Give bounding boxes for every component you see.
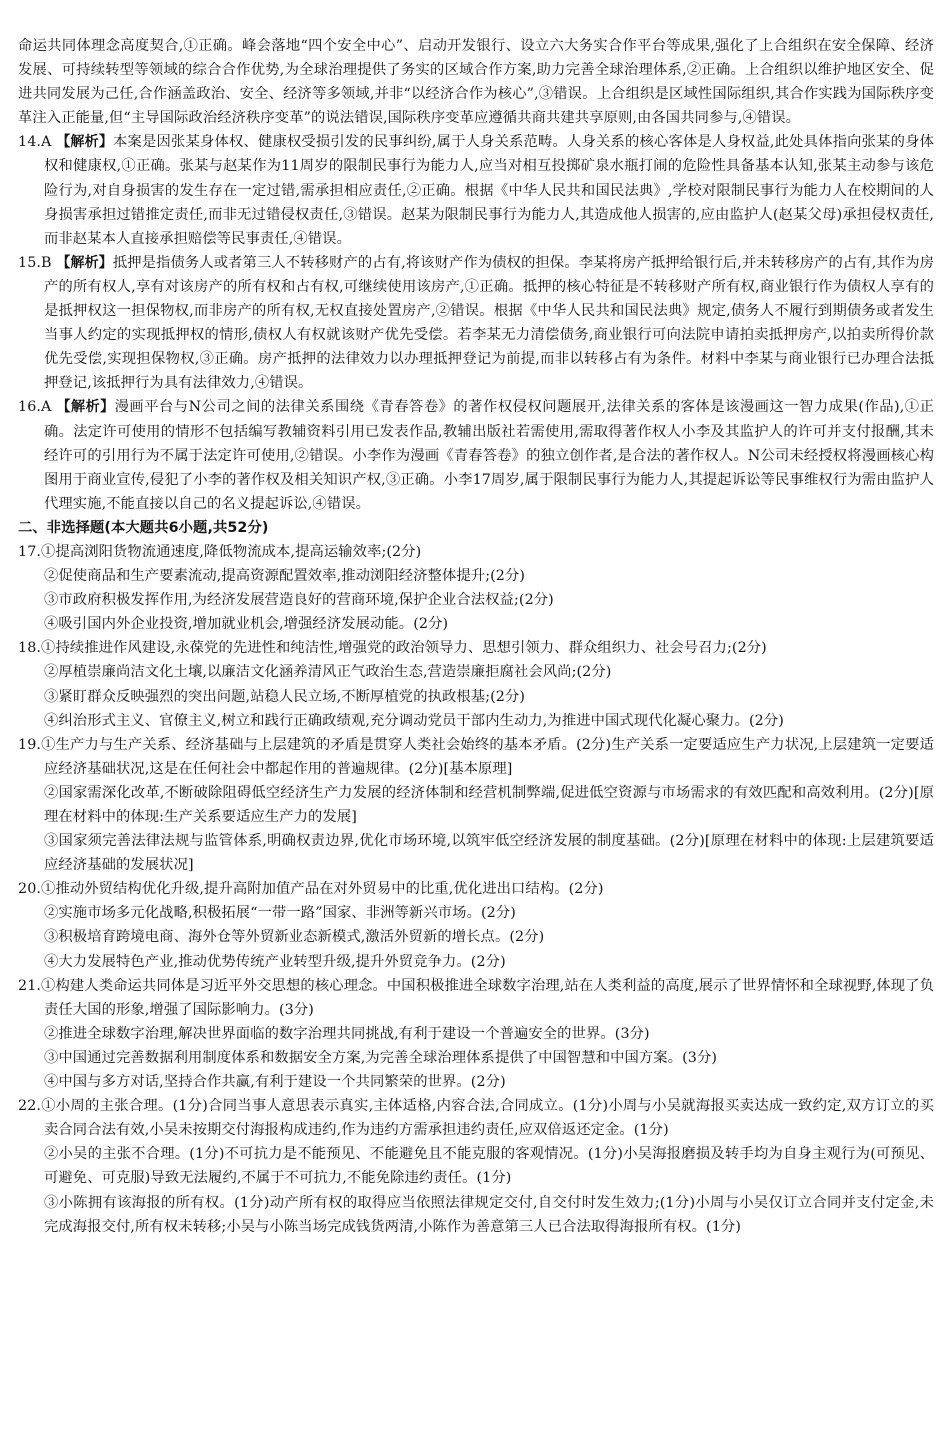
question-number: 17.	[18, 543, 42, 560]
answer-item: ②厚植崇廉尚洁文化土壤,以廉洁文化涵养清风正气政治生态,营造崇廉拒腐社会风尚;(2分)	[44, 664, 612, 681]
analysis-text: 漫画平台与N公司之间的法律关系围绕《青春答卷》的著作权侵权问题展开,法律关系的客体是该漫画这一智力成果(作品),①正确。法定许可使用的情形不包括编写教辅资料引用已发表作品,教辅出版社若需使用,需取得著作权人小李及其监护人的许可并支付报酬,其未经许可的引用行为不属于法定许可使用,②错误。小李作为漫画《青春答卷》的独立创作者,是合法的著作权人。N公司未经授权将漫画核心构图用于商业宣传,侵犯了小李的著作权及相关知识产权,③正确。小李17周岁,属于限制民事行为能力人,其提起诉讼等民事维权行为需由监护人代理实施,不能直接以自己的名义提起诉讼,④错误。	[44, 399, 934, 512]
question-number: 22.	[18, 1098, 42, 1115]
answer-item: ②国家需深化改革,不断破除阻碍低空经济生产力发展的经济体制和经营机制弊端,促进低空资源与市场需求的有效匹配和高效利用。(2分)[原理在材料中的体现:生产关系要适应生产力的发展]	[44, 784, 934, 825]
q17	[18, 540, 934, 636]
q18	[18, 636, 934, 732]
answer-item: ③积极培育跨境电商、海外仓等外贸新业态新模式,激活外贸新的增长点。(2分)	[44, 929, 545, 946]
answer-item: ③小陈拥有该海报的所有权。(1分)动产所有权的取得应当依照法律规定交付,自交付时发生效力;(1分)小周与小吴仅订立合同并支付定金,未完成海报交付,所有权未转移;小吴与小陈当场完成钱货两清,小陈作为善意第三人已合法取得海报所有权。(1分)	[44, 1194, 934, 1235]
answer-item: ④纠治形式主义、官僚主义,树立和践行正确政绩观,充分调动党员干部内生动力,为推进中国式现代化凝心聚力。(2分)	[44, 712, 784, 729]
answer-item: ③紧盯群众反映强烈的突出问题,站稳人民立场,不断厚植党的执政根基;(2分)	[44, 688, 526, 705]
answer-item: ②实施市场多元化战略,积极拓展“一带一路”国家、非洲等新兴市场。(2分)	[44, 905, 516, 922]
section-title: 二、非选择题(本大题共6小题,共52分)	[18, 519, 269, 536]
answer-item: ①提高浏阳货物流通速度,降低物流成本,提高运输效率;(2分)	[41, 543, 422, 560]
question-number: 20.	[18, 881, 42, 898]
question-number: 16.	[18, 399, 42, 416]
answer-letter: A	[41, 399, 52, 416]
analysis-tag: 【解析】	[56, 254, 113, 271]
answer-item: ④吸引国内外企业投资,增加就业机会,增强经济发展动能。(2分)	[44, 616, 449, 633]
q20	[18, 877, 934, 973]
question-number: 19.	[18, 736, 42, 753]
answer-item: ④中国与多方对话,坚持合作共赢,有利于建设一个共同繁荣的世界。(2分)	[44, 1074, 506, 1091]
answer-item: ①构建人类命运共同体是习近平外交思想的核心理念。中国积极推进全球数字治理,站在人类利益的高度,展示了世界情怀和全球视野,体现了负责任大国的形象,增强了国际影响力。(3分)	[41, 977, 934, 1018]
question-number: 21.	[18, 977, 42, 994]
q22	[18, 1094, 934, 1239]
answer-page	[18, 34, 934, 1239]
answer-item: ①持续推进作风建设,永葆党的先进性和纯洁性,增强党的政治领导力、思想引领力、群众组织力、社会号召力;(2分)	[41, 640, 767, 657]
analysis-text: 抵押是指债务人或者第三人不转移财产的占有,将该财产作为债权的担保。李某将房产抵押给银行后,并未转移房产的占有,其作为房产的所有权人,享有对该房产的所有权和占有权,可继续使用该房产,①正确。抵押的核心特征是不转移财产所有权,商业银行作为债权人享有的是抵押权这一担保物权,而非房产的所有权,无权直接处置房产,②错误。根据《中华人民共和国民法典》规定,债务人不履行到期债务或者发生当事人约定的实现抵押权的情形,债权人有权就该财产优先受偿。若李某无力清偿债务,商业银行可向法院申请拍卖抵押房产,以拍卖所得价款优先受偿,实现担保物权,③正确。房产抵押的法律效力以办理抵押登记为前提,而非以转移占有为条件。材料中李某与商业银行已办理合法抵押登记,该抵押行为具有法律效力,④错误。	[44, 254, 935, 392]
question-number: 18.	[18, 640, 42, 657]
answer-item: ③中国通过完善数据利用制度体系和数据安全方案,为完善全球治理体系提供了中国智慧和中国方案。(3分)	[44, 1049, 718, 1066]
analysis-tag: 【解析】	[56, 134, 114, 151]
q14	[18, 130, 934, 250]
question-number: 15.	[18, 254, 42, 271]
answer-item: ②促使商品和生产要素流动,提高资源配置效率,推动浏阳经济整体提升;(2分)	[44, 568, 526, 585]
intro-paragraph: 命运共同体理念高度契合,①正确。峰会落地“四个安全中心”、启动开发银行、设立六大务实合作平台等成果,强化了上合组织在安全保障、经济发展、可持续转型等领域的综合合作优势,为全球治理提供了务实的区域合作方案,助力完善全球治理体系,②正确。上合组织以维护地区安全、促进共同发展为己任,合作涵盖政治、安全、经济等多领域,并非“以经济合作为核心”,③错误。上合组织是区域性国际组织,其合作实践为国际秩序变革注入正能量,但“主导国际政治经济秩序变革”的说法错误,国际秩序变革应遵循共商共建共享原则,由各国共同参与,④错误。	[18, 38, 934, 127]
answer-letter: B	[41, 254, 52, 271]
q21	[18, 974, 934, 1094]
answer-item: ①推动外贸结构优化升级,提升高附加值产品在对外贸易中的比重,优化进出口结构。(2分)	[41, 881, 604, 898]
q19	[18, 733, 934, 878]
q16	[18, 395, 934, 515]
answer-item: ①生产力与生产关系、经济基础与上层建筑的矛盾是贯穿人类社会始终的基本矛盾。(2分)生产关系一定要适应生产力状况,上层建筑一定要适应经济基础状况,这是在任何社会中都起作用的普遍规律。(2分)[基本原理]	[41, 736, 934, 777]
answer-letter: A	[41, 134, 52, 151]
answer-item: ②小吴的主张不合理。(1分)不可抗力是不能预见、不能避免且不能克服的客观情况。(1分)小吴海报磨损及转手均为自身主观行为(可预见、可避免、可克服)导致无法履约,不属于不可抗力,不能免除违约责任。(1分)	[44, 1146, 934, 1187]
answer-item: ①小周的主张合理。(1分)合同当事人意思表示真实,主体适格,内容合法,合同成立。(1分)小周与小吴就海报买卖达成一致约定,双方订立的买卖合同合法有效,小吴未按期交付海报构成违约,作为违约方需承担违约责任,应双倍返还定金。(1分)	[41, 1098, 934, 1139]
analysis-tag: 【解析】	[56, 399, 115, 416]
answer-item: ④大力发展特色产业,推动优势传统产业转型升级,提升外贸竞争力。(2分)	[44, 953, 506, 970]
q15	[18, 251, 934, 396]
answer-item: ②推进全球数字治理,解决世界面临的数字治理共同挑战,有利于建设一个普遍安全的世界。(3分)	[44, 1025, 650, 1042]
analysis-text: 本案是因张某身体权、健康权受损引发的民事纠纷,属于人身关系范畴。人身关系的核心客体是人身权益,此处具体指向张某的身体权和健康权,①正确。张某与赵某作为11周岁的限制民事行为能力人,应当对相互投掷矿泉水瓶打闹的危险性具备基本认知,张某主动参与该危险行为,对自身损害的发生存在一定过错,需承担相应责任,②正确。根据《中华人民共和国民法典》,学校对限制民事行为能力人在校期间的人身损害承担过错推定责任,而非无过错侵权责任,③错误。赵某为限制民事行为能力人,其造成他人损害的,应由监护人(赵某父母)承担侵权责任,而非赵某本人直接承担赔偿等民事责任,④错误。	[44, 134, 934, 247]
question-number: 14.	[18, 134, 42, 151]
answer-item: ③市政府积极发挥作用,为经济发展营造良好的营商环境,保护企业合法权益;(2分)	[44, 592, 554, 609]
answer-item: ③国家须完善法律法规与监管体系,明确权责边界,优化市场环境,以筑牢低空经济发展的制度基础。(2分)[原理在材料中的体现:上层建筑要适应经济基础的发展状况]	[44, 833, 934, 874]
